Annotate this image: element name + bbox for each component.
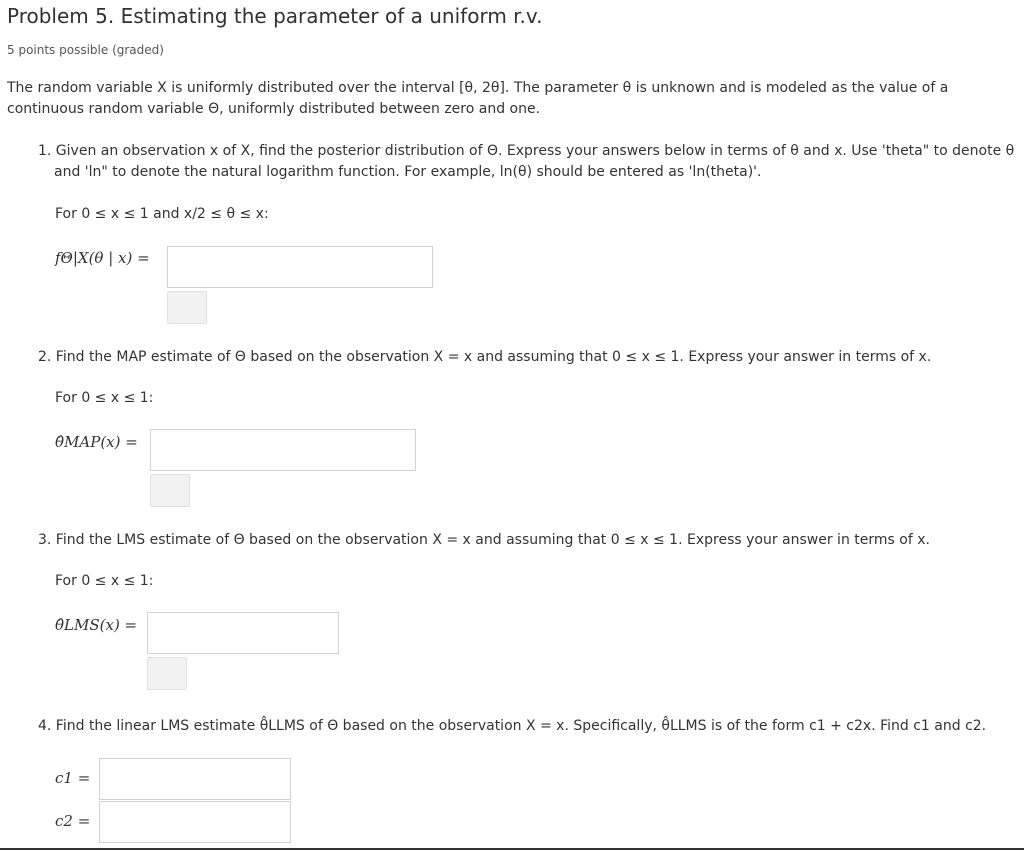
posterior-input[interactable] [167,246,433,288]
map-estimate-input[interactable] [150,429,416,471]
part-3-condition: For 0 ≤ x ≤ 1: [55,573,154,589]
problem-intro [7,78,1007,120]
part-3-question: 3. Find the LMS estimate of Θ based on the observation X = x and assuming that 0 ≤ x ≤ 1. Express your answer in terms of x. [38,532,930,548]
points-label: 5 points possible (graded) [7,43,164,57]
c1-label: c1 = [55,769,91,787]
part-1-status-box [167,291,207,324]
part-2-question: 2. Find the MAP estimate of Θ based on the observation X = x and assuming that 0 ≤ x ≤ 1. Express your answer in terms of x. [38,349,932,365]
part-1-line-2: and 'ln" to denote the natural logarithm function. For example, ln(θ) should be entered as 'ln(theta)'. [54,164,762,180]
c2-label: c2 = [55,812,91,830]
part-1-line-1: 1. Given an observation x of X, find the posterior distribution of Θ. Express your answers below in terms of θ and x. Use 'theta" to denote θ [38,143,1015,159]
part-2-label: θ̂MAP(x) = [55,433,138,451]
c1-input[interactable] [99,758,291,800]
part-3-status-box [147,657,187,690]
intro-line-1: The random variable X is uniformly distributed over the interval [θ, 2θ]. The parameter θ is unknown and is modeled as the value of a [7,80,949,96]
lms-estimate-input[interactable] [147,612,339,654]
intro-line-2: continuous random variable Θ, uniformly distributed between zero and one. [7,101,541,117]
part-1-question [38,141,1014,183]
page-title: Problem 5. Estimating the parameter of a uniform r.v. [7,4,543,28]
part-2-condition: For 0 ≤ x ≤ 1: [55,390,154,406]
part-4-question: 4. Find the linear LMS estimate θ̂LLMS of Θ based on the observation X = x. Specifically, θ̂LLMS is of the form c1 + c2x. Find c1 and c2. [38,718,987,734]
part-1-condition: For 0 ≤ x ≤ 1 and x/2 ≤ θ ≤ x: [55,206,269,222]
part-3-label: θ̂LMS(x) = [55,616,138,634]
part-2-status-box [150,474,190,507]
bottom-divider [0,848,1024,850]
part-1-label: fΘ|X(θ | x) = [55,249,150,267]
c2-input[interactable] [99,801,291,843]
